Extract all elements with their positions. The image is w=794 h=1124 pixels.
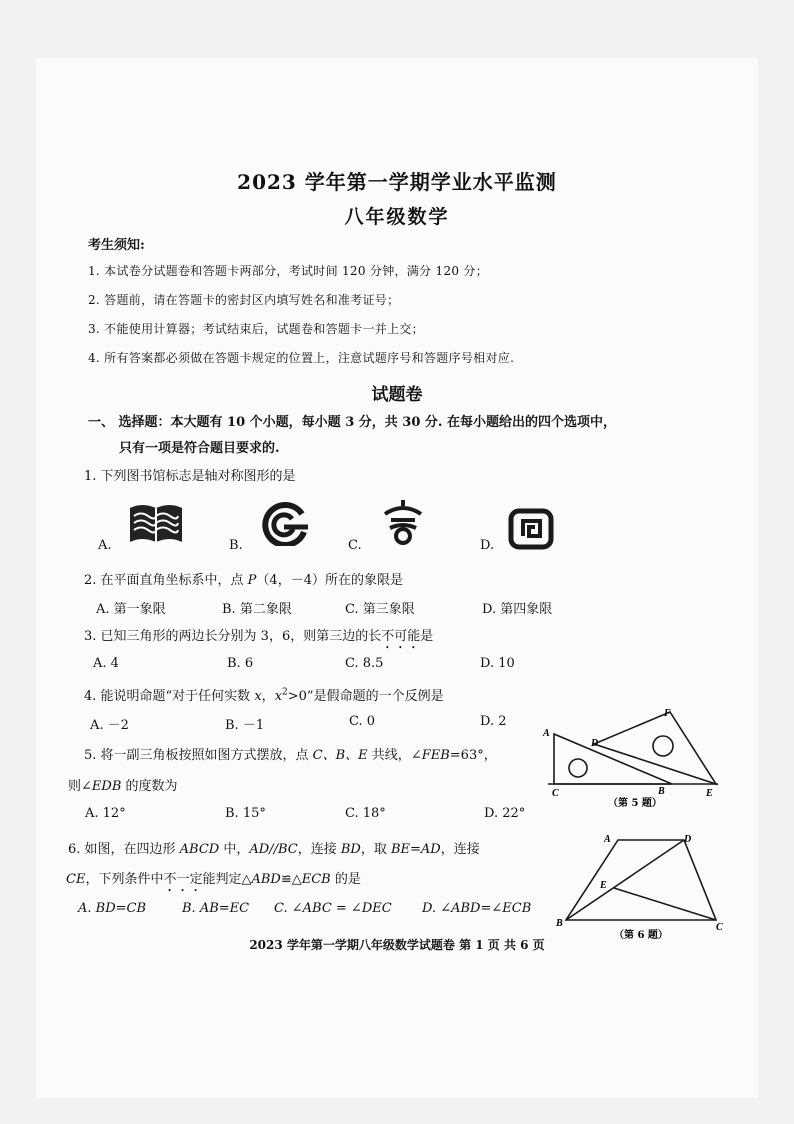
q6-option-d: D. ∠ABD=∠ECB: [422, 901, 532, 916]
swirl-c-logo-icon: [258, 502, 310, 546]
q1-option-c: C.: [348, 538, 362, 553]
book-wave-logo-icon: [128, 502, 184, 544]
q1-option-b: B.: [229, 538, 243, 553]
section1-instruction-cont: 只有一项是符合题目要求的.: [119, 441, 280, 456]
question-5-stem-line1: 5. 将一副三角板按照如图方式摆放，点 C、B、E 共线，∠FEB=63°，: [84, 748, 497, 763]
q6-label-e: E: [600, 880, 607, 891]
notice-item: 3. 不能使用计算器；考试结束后，试题卷和答题卡一并上交；: [88, 322, 424, 336]
q3-option-b: B. 6: [227, 656, 254, 671]
q5-label-b: B: [658, 786, 665, 797]
q2-option-c: C. 第三象限: [345, 602, 415, 617]
q5-label-c: C: [552, 788, 559, 799]
question-6-stem-line1: 6. 如图，在四边形 ABCD 中，AD//BC，连接 BD，取 BE=AD，连接: [68, 842, 480, 857]
q6-label-c: C: [716, 922, 723, 933]
exam-subtitle: 八年级数学: [344, 206, 450, 228]
notice-item: 1. 本试卷分试题卷和答题卡两部分，考试时间 120 分钟，满分 120 分；: [88, 264, 489, 278]
q3-option-c: C. 8.5: [345, 656, 384, 671]
question-3-stem: 3. 已知三角形的两边长分别为 3，6，则第三边的长不可能是: [84, 629, 434, 644]
q5-label-f: F: [664, 708, 671, 719]
notice-item: 4. 所有答案都必须做在答题卡规定的位置上，注意试题序号和答题序号相对应.: [88, 351, 515, 365]
notice-heading: 考生须知:: [88, 238, 145, 253]
q5-triangle-figure: [540, 706, 730, 818]
question-5-stem-line2: 则∠EDB 的度数为: [68, 779, 178, 794]
q6-label-a: A: [604, 834, 611, 845]
q5-label-a: A: [543, 728, 550, 739]
page-footer: 2023 学年第一学期八年级数学试题卷 第 1 页 共 6 页: [249, 938, 545, 952]
q3-option-d: D. 10: [480, 656, 515, 671]
q1-option-a: A.: [98, 538, 112, 553]
q4-option-a: A. －2: [90, 718, 129, 733]
q6-label-b: B: [556, 918, 563, 929]
q6-figure-caption: （第 6 题）: [614, 930, 668, 941]
q6-option-a: A. BD=CB: [78, 901, 147, 916]
question-6-stem-line2: CE，下列条件中不一定能判定△ABD≌△ECB 的是: [66, 872, 361, 887]
question-2-stem: 2. 在平面直角坐标系中，点 P（4，－4）所在的象限是: [84, 573, 403, 588]
q2-option-a: A. 第一象限: [96, 602, 166, 617]
pagoda-logo-icon: [382, 498, 424, 546]
q6-label-d: D: [684, 834, 692, 845]
q4-option-b: B. －1: [225, 718, 265, 733]
notice-item: 2. 答题前，请在答题卡的密封区内填写姓名和准考证号；: [88, 293, 400, 307]
exam-title: 2023 学年第一学期学业水平监测: [237, 170, 557, 194]
section1-instruction: 一、 选择题：本大题有 10 个小题，每小题 3 分，共 30 分. 在每小题给出的四个选项中，: [88, 415, 616, 430]
q5-label-e: E: [706, 788, 713, 799]
q6-quadrilateral-figure: [552, 830, 732, 946]
q5-option-b: B. 15°: [225, 806, 266, 821]
q5-option-d: D. 22°: [484, 806, 526, 821]
q2-option-d: D. 第四象限: [482, 602, 553, 617]
q4-option-d: D. 2: [480, 714, 507, 729]
q5-label-d: D: [591, 738, 599, 749]
q1-option-d: D.: [480, 538, 495, 553]
spiral-square-logo-icon: [508, 508, 554, 550]
q6-option-c: C. ∠ABC = ∠DEC: [274, 901, 392, 916]
q2-option-b: B. 第二象限: [222, 602, 292, 617]
q4-option-c: C. 0: [349, 714, 376, 729]
question-4-stem: 4. 能说明命题“对于任何实数 x，$x^2>0$”是假命题的一个反例是: [84, 687, 444, 704]
q5-figure-caption: （第 5 题）: [608, 798, 662, 809]
q5-option-c: C. 18°: [345, 806, 386, 821]
question-1-stem: 1. 下列图书馆标志是轴对称图形的是: [84, 469, 296, 484]
q3-option-a: A. 4: [93, 656, 119, 671]
q5-option-a: A. 12°: [85, 806, 126, 821]
section-title: 试题卷: [371, 385, 423, 405]
q6-option-b: B. AB=EC: [182, 901, 250, 916]
